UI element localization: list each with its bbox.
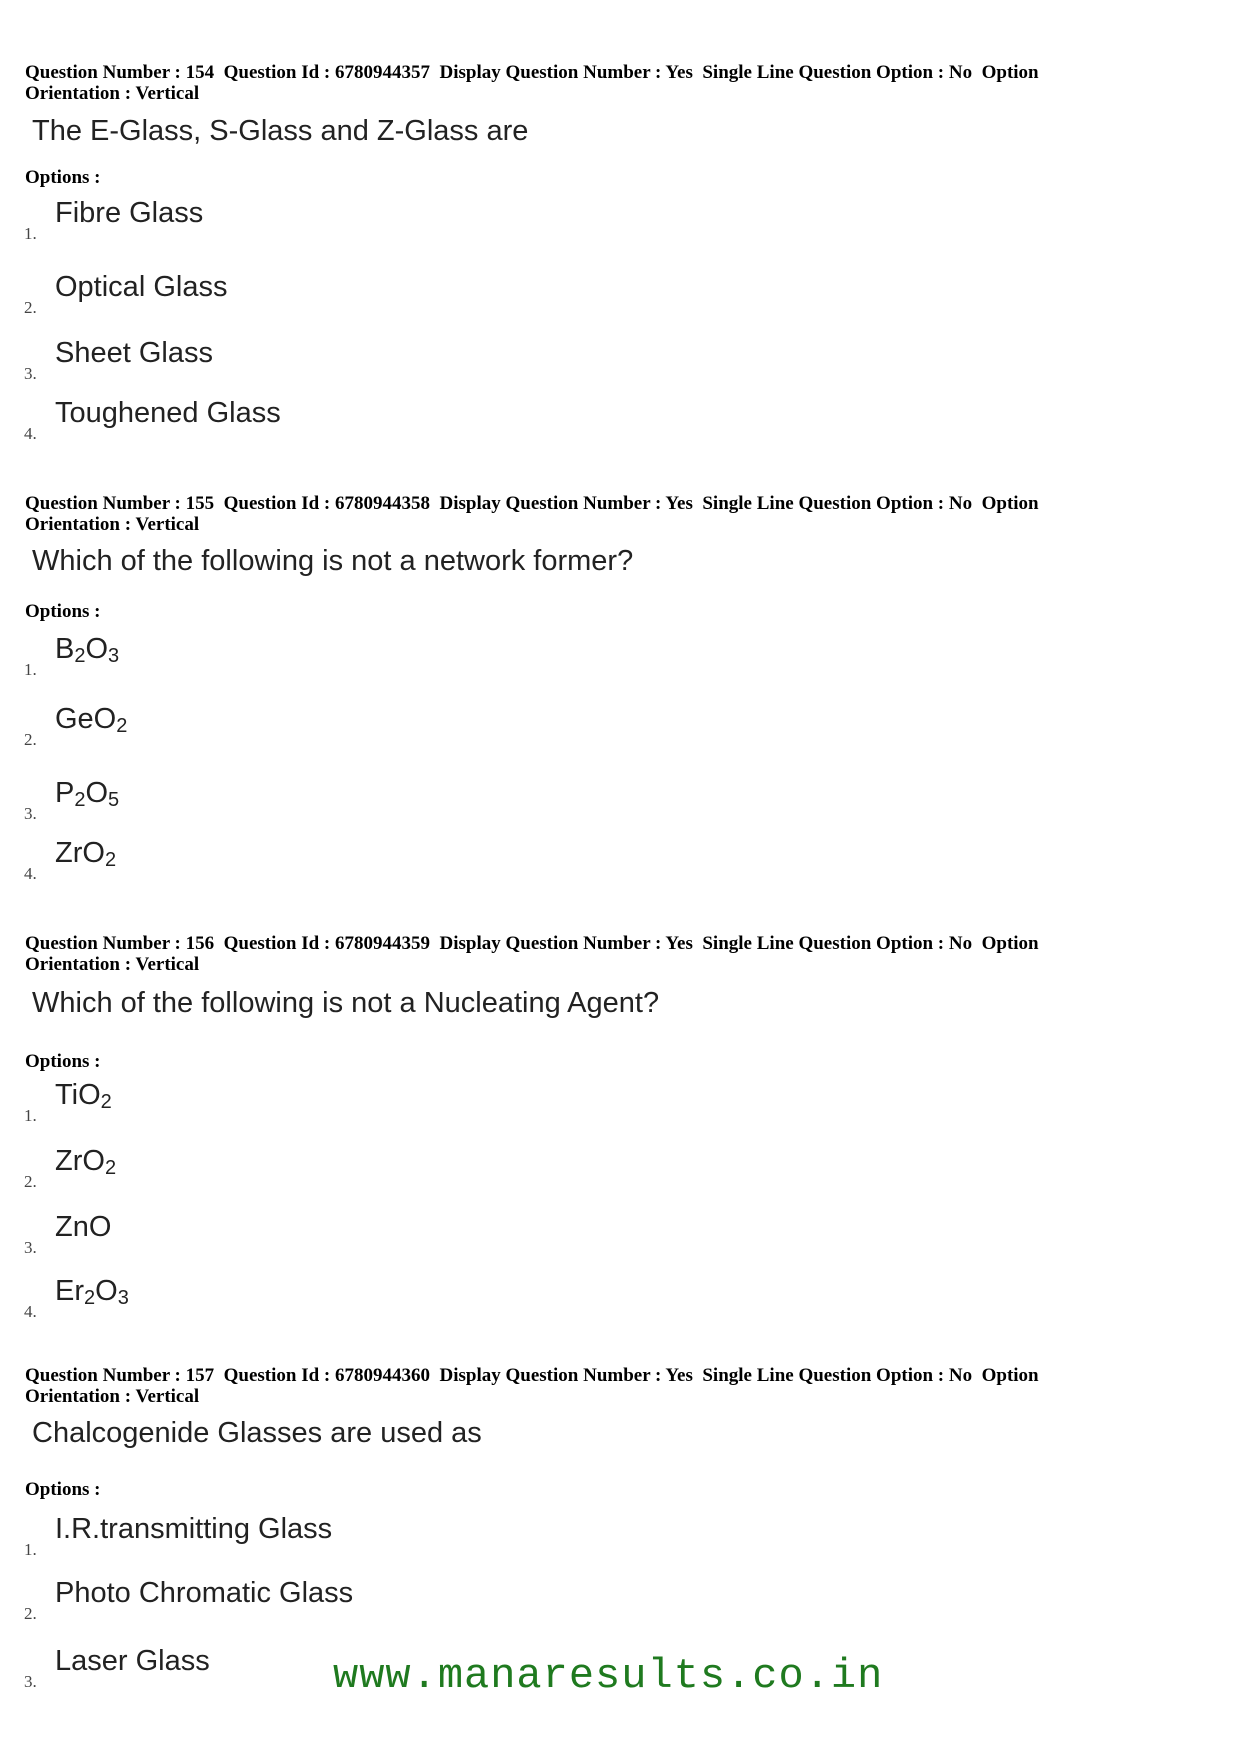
option-text bbox=[55, 836, 116, 877]
text-part: Toughened Glass bbox=[55, 397, 281, 429]
text-part: ZrO bbox=[55, 837, 105, 869]
option-text bbox=[55, 776, 119, 817]
text-part: Photo Chromatic Glass bbox=[55, 1577, 354, 1609]
text-part: Fibre Glass bbox=[55, 197, 204, 229]
subscript: 2 bbox=[74, 645, 86, 667]
option-text bbox=[55, 1078, 112, 1119]
option-text bbox=[55, 1210, 111, 1244]
subscript: 2 bbox=[100, 1091, 112, 1113]
option-154-1[interactable] bbox=[0, 196, 900, 246]
option-156-4[interactable] bbox=[0, 1274, 900, 1324]
question-text-154: The E-Glass, S-Glass and Z-Glass are bbox=[32, 115, 529, 147]
option-154-2[interactable] bbox=[0, 270, 900, 320]
option-text bbox=[55, 1512, 332, 1546]
option-text bbox=[55, 336, 213, 370]
text-part: O bbox=[95, 1275, 118, 1307]
text-part: Er bbox=[55, 1275, 84, 1307]
option-number: 3. bbox=[24, 1238, 37, 1257]
option-text bbox=[55, 702, 127, 743]
option-number: 1. bbox=[24, 1106, 37, 1125]
text-part: O bbox=[85, 777, 109, 809]
text-part: O bbox=[85, 633, 109, 665]
option-155-2[interactable] bbox=[0, 702, 900, 752]
question-meta-155: Question Number : 155 Question Id : 6780944358 Display Question Number : Yes Single Line Question Option : No Option Orientation : Vertical bbox=[25, 493, 1039, 535]
option-number: 2. bbox=[24, 1172, 37, 1191]
watermark-url: www.manaresults.co.in bbox=[333, 1652, 884, 1700]
text-part: Sheet Glass bbox=[55, 337, 213, 369]
subscript: 3 bbox=[108, 645, 120, 667]
text-part: ZrO bbox=[55, 1145, 105, 1177]
option-number: 2. bbox=[24, 298, 37, 317]
subscript: 2 bbox=[84, 1287, 96, 1309]
subscript: 2 bbox=[74, 789, 86, 811]
option-text bbox=[55, 632, 119, 673]
option-number: 2. bbox=[24, 730, 37, 749]
option-number: 3. bbox=[24, 1672, 37, 1691]
option-text bbox=[55, 196, 203, 230]
text-part: GeO bbox=[55, 703, 117, 735]
options-label-156: Options : bbox=[25, 1051, 101, 1072]
subscript: 5 bbox=[108, 789, 120, 811]
options-label-154: Options : bbox=[25, 167, 101, 188]
option-number: 3. bbox=[24, 804, 37, 823]
option-155-1[interactable] bbox=[0, 632, 900, 682]
question-text-157: Chalcogenide Glasses are used as bbox=[32, 1417, 482, 1449]
text-part: Optical Glass bbox=[55, 271, 228, 303]
text-part: TiO bbox=[55, 1079, 101, 1111]
option-text bbox=[55, 270, 227, 304]
option-number: 4. bbox=[24, 1302, 37, 1321]
text-part: P bbox=[55, 777, 75, 809]
option-text bbox=[55, 1144, 116, 1185]
question-meta-154: Question Number : 154 Question Id : 6780944357 Display Question Number : Yes Single Line Question Option : No Option Orientation : Vertical bbox=[25, 62, 1039, 104]
option-number: 1. bbox=[24, 660, 37, 679]
text-part: B bbox=[55, 633, 75, 665]
option-number: 4. bbox=[24, 424, 37, 443]
option-154-4[interactable] bbox=[0, 396, 900, 446]
subscript: 2 bbox=[104, 1157, 117, 1179]
subscript: 2 bbox=[104, 849, 117, 871]
option-text bbox=[55, 396, 281, 430]
subscript: 3 bbox=[117, 1287, 129, 1309]
option-number: 2. bbox=[24, 1604, 37, 1623]
option-156-3[interactable] bbox=[0, 1210, 900, 1260]
option-text bbox=[55, 1576, 353, 1610]
option-number: 3. bbox=[24, 364, 37, 383]
question-meta-156: Question Number : 156 Question Id : 6780944359 Display Question Number : Yes Single Line Question Option : No Option Orientation : Vertical bbox=[25, 933, 1039, 975]
question-text-155: Which of the following is not a network former? bbox=[32, 545, 634, 577]
text-part: I.R.transmitting Glass bbox=[55, 1513, 333, 1545]
subscript: 2 bbox=[116, 715, 128, 737]
option-number: 1. bbox=[24, 224, 37, 243]
option-154-3[interactable] bbox=[0, 336, 900, 386]
option-157-1[interactable] bbox=[0, 1512, 900, 1562]
option-number: 4. bbox=[24, 864, 37, 883]
option-text bbox=[55, 1644, 210, 1678]
option-number: 1. bbox=[24, 1540, 37, 1559]
text-part: Laser Glass bbox=[55, 1645, 210, 1677]
option-157-2[interactable] bbox=[0, 1576, 900, 1626]
text-part: ZnO bbox=[55, 1211, 112, 1243]
option-text bbox=[55, 1274, 129, 1315]
question-text-156: Which of the following is not a Nucleating Agent? bbox=[32, 987, 660, 1019]
option-156-2[interactable] bbox=[0, 1144, 900, 1194]
options-label-155: Options : bbox=[25, 601, 101, 622]
option-156-1[interactable] bbox=[0, 1078, 900, 1128]
option-155-3[interactable] bbox=[0, 776, 900, 826]
option-155-4[interactable] bbox=[0, 836, 900, 886]
question-meta-157: Question Number : 157 Question Id : 6780944360 Display Question Number : Yes Single Line Question Option : No Option Orientation : Vertical bbox=[25, 1365, 1039, 1407]
options-label-157: Options : bbox=[25, 1479, 101, 1500]
